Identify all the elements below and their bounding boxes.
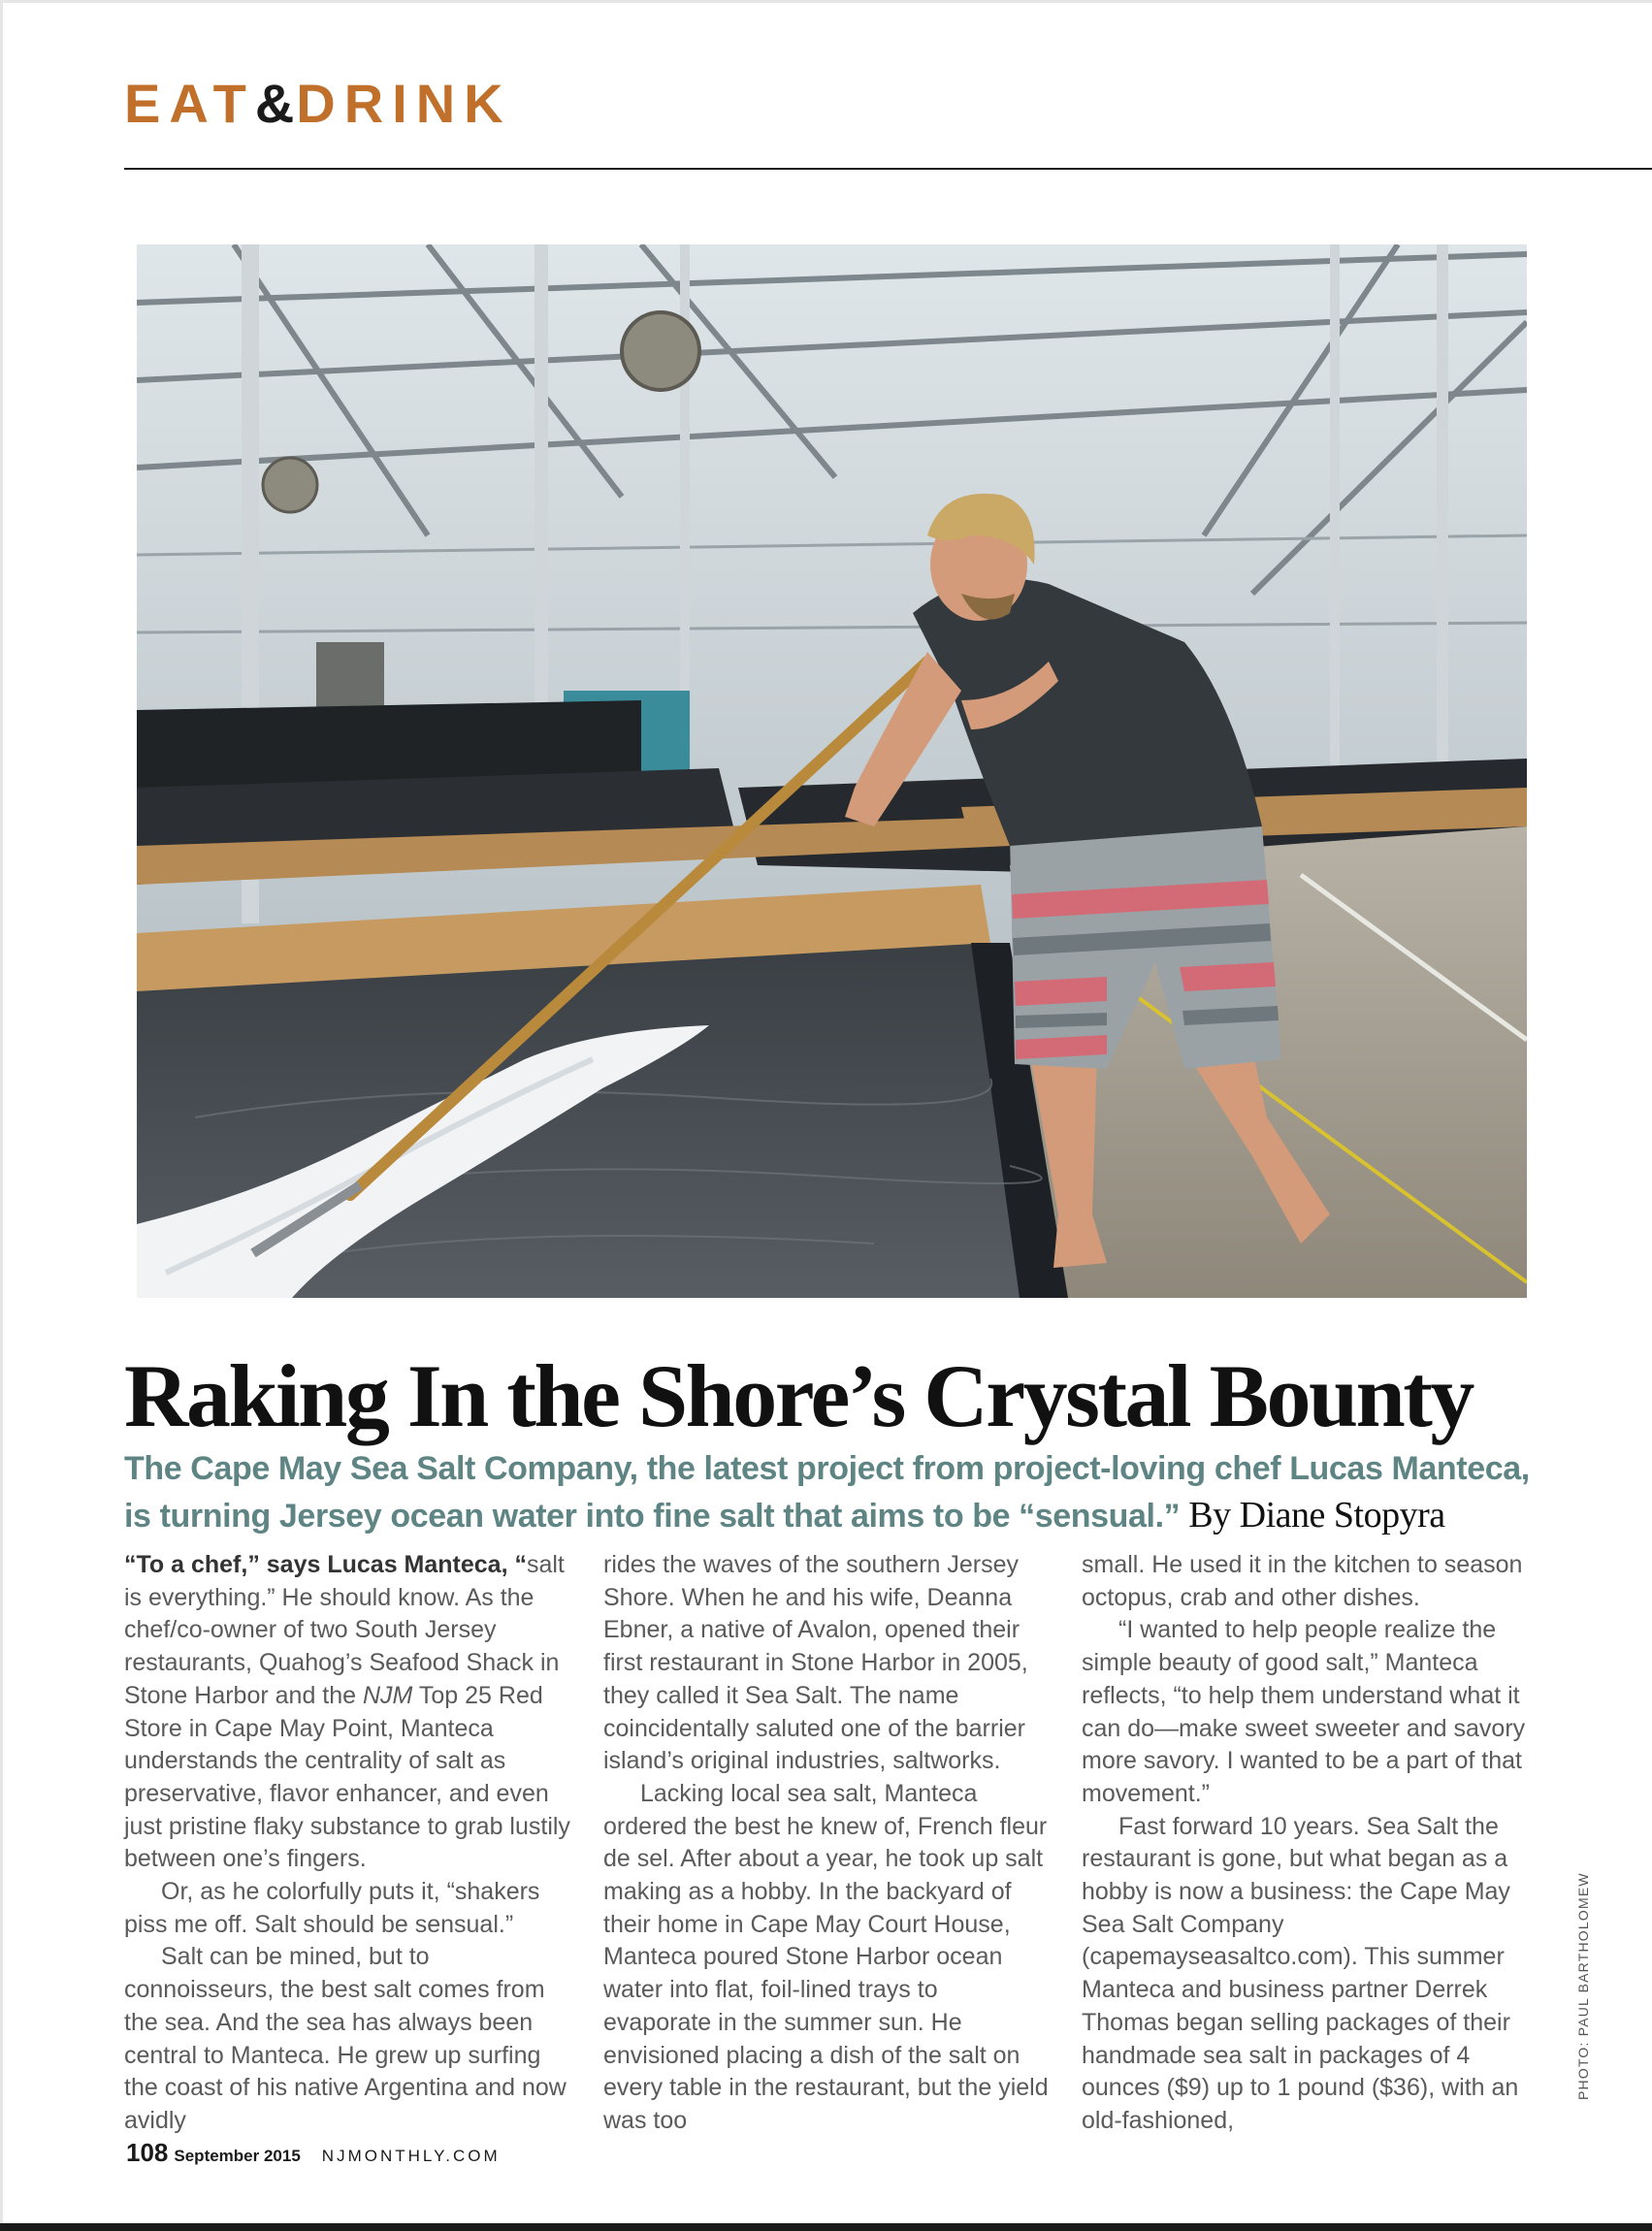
- paragraph: Or, as he colorfully puts it, “shakers piss me off. Salt should be sensual.”: [124, 1878, 540, 1938]
- section-label-drink: DRINK: [296, 73, 512, 134]
- byline: By Diane Stopyra: [1188, 1495, 1445, 1536]
- article-deck: [124, 1445, 1540, 1539]
- paragraph: “I wanted to help people realize the simple beauty of good salt,” Manteca reflects, “to help them understand what it can do—make sweet sweeter and savory more savory. I wanted to be a part of that movement.”: [1082, 1616, 1526, 1807]
- page-edge: [0, 0, 1652, 3]
- body-column-1: [124, 1549, 570, 2138]
- page-number: 108: [126, 2138, 169, 2167]
- header-rule: [124, 168, 1652, 170]
- article-headline: Raking In the Shore’s Crystal Bounty: [124, 1346, 1473, 1445]
- body-column-2: [603, 1549, 1050, 2138]
- paragraph: rides the waves of the southern Jersey Shore. When he and his wife, Deanna Ebner, a native of Avalon, opened their first restaurant in Stone Harbor in 2005, they called it Sea Salt. The name coincidentally saluted one of the barrier island’s original industries, saltworks.: [603, 1551, 1028, 1775]
- site-link[interactable]: NJMONTHLY.COM: [321, 2147, 501, 2165]
- paragraph-text: salt is everything.” He should know. As the chef/co-owner of two South Jersey restaurants, Quahog’s Seafood Shack in Stone Harbor and the: [124, 1551, 565, 1709]
- body-column-3: [1082, 1549, 1528, 2138]
- article-body: [124, 1549, 1531, 2134]
- hero-photo: [137, 244, 1527, 1298]
- section-label-ampersand: &: [254, 73, 297, 134]
- photo-credit: PHOTO: PAUL BARTHOLOMEW: [1575, 1872, 1591, 2100]
- paragraph: [124, 1549, 570, 1876]
- page-edge: [0, 0, 3, 2231]
- paragraph-text: Top 25 Red Store in Cape May Point, Manteca understands the centrality of salt as preservative, flavor enhancer, and even just pristine flaky substance to grab lustily between one’s fingers.: [124, 1681, 570, 1873]
- hero-photo-illustration: [137, 244, 1527, 1298]
- section-label-eat: EAT: [124, 73, 255, 134]
- lead-in: “To a chef,” says Lucas Manteca, “: [124, 1551, 527, 1578]
- page-edge: [0, 2223, 1652, 2231]
- paragraph: Salt can be mined, but to connoisseurs, the best salt comes from the sea. And the sea has always been central to Manteca. He grew up surfing the coast of his native Argentina and now avidly: [124, 1943, 567, 2134]
- section-label: [124, 70, 512, 138]
- paragraph: Fast forward 10 years. Sea Salt the restaurant is gone, but what began as a hobby is now a business: the Cape May Sea Salt Company (capemayseasaltco.com). This summer Manteca and business partner Derrek Thomas began selling packages of their handmade sea salt in packages of 4 ounces ($9) up to 1 pound ($36), with an old-fashioned,: [1082, 1812, 1519, 2134]
- page-footer: [126, 2138, 501, 2168]
- issue-date: September 2015: [174, 2147, 301, 2165]
- paragraph: Lacking local sea salt, Manteca ordered the best he knew of, French fleur de sel. After about a year, he took up salt making as a hobby. In the backyard of their home in Cape May Court House, Manteca poured Stone Harbor ocean water into flat, foil-lined trays to evaporate in the summer sun. He envisioned placing a dish of the salt on every table in the restaurant, but the yield was too: [603, 1779, 1049, 2134]
- paragraph: small. He used it in the kitchen to season octopus, crab and other dishes.: [1082, 1551, 1523, 1611]
- deck-text: The Cape May Sea Salt Company, the latest project from project-loving chef Lucas Manteca, is turning Jersey ocean water into fine salt that aims to be “sensual.”: [124, 1450, 1530, 1535]
- magazine-abbrev: NJM: [363, 1681, 413, 1709]
